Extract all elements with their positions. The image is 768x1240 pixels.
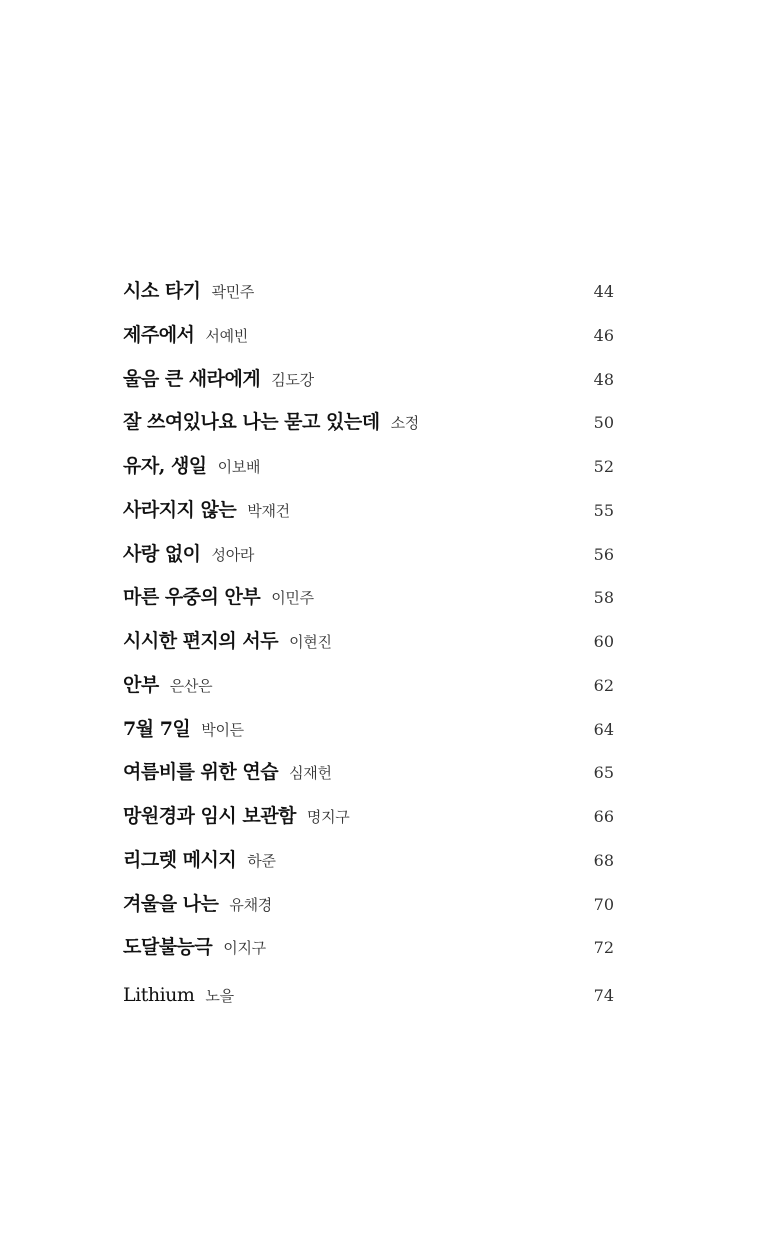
toc-entry-1[interactable]: [123, 314, 614, 358]
entry-title: 리그렛 메시지: [123, 848, 237, 871]
entry-author: 성아라: [211, 545, 255, 564]
entry-author: 은산은: [169, 676, 213, 695]
entry-author: 박이든: [201, 720, 244, 739]
entry-page-number: 48: [593, 369, 614, 389]
entry-title: 시시한 편지의 서두: [123, 630, 279, 652]
toc-entry-10[interactable]: [123, 708, 614, 752]
toc-entry-16[interactable]: [123, 974, 614, 1018]
entry-author: 서예빈: [205, 326, 248, 345]
toc-entry-11[interactable]: [123, 751, 614, 795]
entry-title: 유자, 생일: [123, 455, 207, 477]
entry-page-number: 65: [593, 763, 614, 783]
toc-entry-13[interactable]: [123, 839, 614, 883]
entry-page-number: 74: [593, 986, 614, 1005]
toc-entry-15[interactable]: [123, 926, 614, 970]
toc-entry-0[interactable]: [123, 270, 614, 314]
entry-author: 하준: [247, 851, 276, 870]
entry-page-number: 44: [593, 282, 614, 301]
entry-title: 망원경과 임시 보관함: [123, 805, 296, 827]
entry-page-number: 72: [593, 938, 614, 958]
toc-entry-6[interactable]: [123, 533, 614, 577]
entry-page-number: 60: [593, 632, 614, 651]
entry-author: 김도강: [271, 370, 314, 389]
toc-entry-14[interactable]: [123, 883, 614, 927]
entry-page-number: 50: [593, 413, 614, 433]
toc-entry-3[interactable]: [123, 401, 614, 445]
table-of-contents: [123, 270, 614, 1018]
entry-author: 박재건: [247, 501, 290, 520]
entry-title: Lithium: [123, 984, 195, 1006]
entry-author: 이지구: [223, 939, 266, 958]
entry-page-number: 68: [593, 850, 614, 870]
toc-entry-12[interactable]: [123, 795, 614, 839]
entry-page-number: 46: [593, 325, 614, 345]
entry-author: 명지구: [306, 808, 350, 826]
entry-page-number: 52: [593, 457, 614, 476]
entry-title: 여름비를 위한 연습: [123, 761, 279, 784]
toc-entry-5[interactable]: [123, 489, 614, 533]
entry-page-number: 62: [593, 675, 614, 695]
toc-entry-9[interactable]: [123, 664, 614, 708]
entry-author: 유채경: [229, 895, 272, 914]
toc-entry-2[interactable]: [123, 358, 614, 402]
entry-title: 울음 큰 새라에게: [123, 367, 261, 390]
entry-author: 이현진: [289, 633, 332, 651]
entry-author: 심재헌: [289, 764, 332, 783]
entry-page-number: 56: [593, 544, 614, 564]
entry-author: 이보배: [217, 458, 261, 476]
entry-author: 노을: [205, 987, 234, 1005]
entry-title: 7월 7일: [123, 717, 191, 740]
entry-title: 안부: [123, 673, 159, 696]
toc-entry-8[interactable]: [123, 620, 614, 664]
toc-entry-7[interactable]: [123, 576, 614, 620]
entry-title: 잘 쓰여있나요 나는 묻고 있는데: [123, 411, 380, 434]
entry-title: 마른 우중의 안부: [123, 586, 261, 609]
entry-title: 사랑 없이: [123, 542, 201, 565]
entry-title: 도달불능극: [123, 936, 213, 959]
entry-page-number: 58: [593, 588, 614, 608]
entry-title: 사라지지 않는: [123, 498, 237, 521]
entry-author: 이민주: [271, 589, 314, 608]
entry-title: 겨울을 나는: [123, 892, 219, 915]
entry-title: 제주에서: [123, 323, 195, 346]
entry-title: 시소 타기: [123, 280, 201, 302]
toc-entry-4[interactable]: [123, 445, 614, 489]
entry-page-number: 66: [593, 807, 614, 826]
entry-page-number: 55: [593, 500, 614, 520]
entry-author: 소정: [390, 414, 419, 433]
entry-author: 곽민주: [211, 283, 255, 301]
entry-page-number: 70: [593, 894, 614, 914]
entry-page-number: 64: [593, 719, 614, 739]
